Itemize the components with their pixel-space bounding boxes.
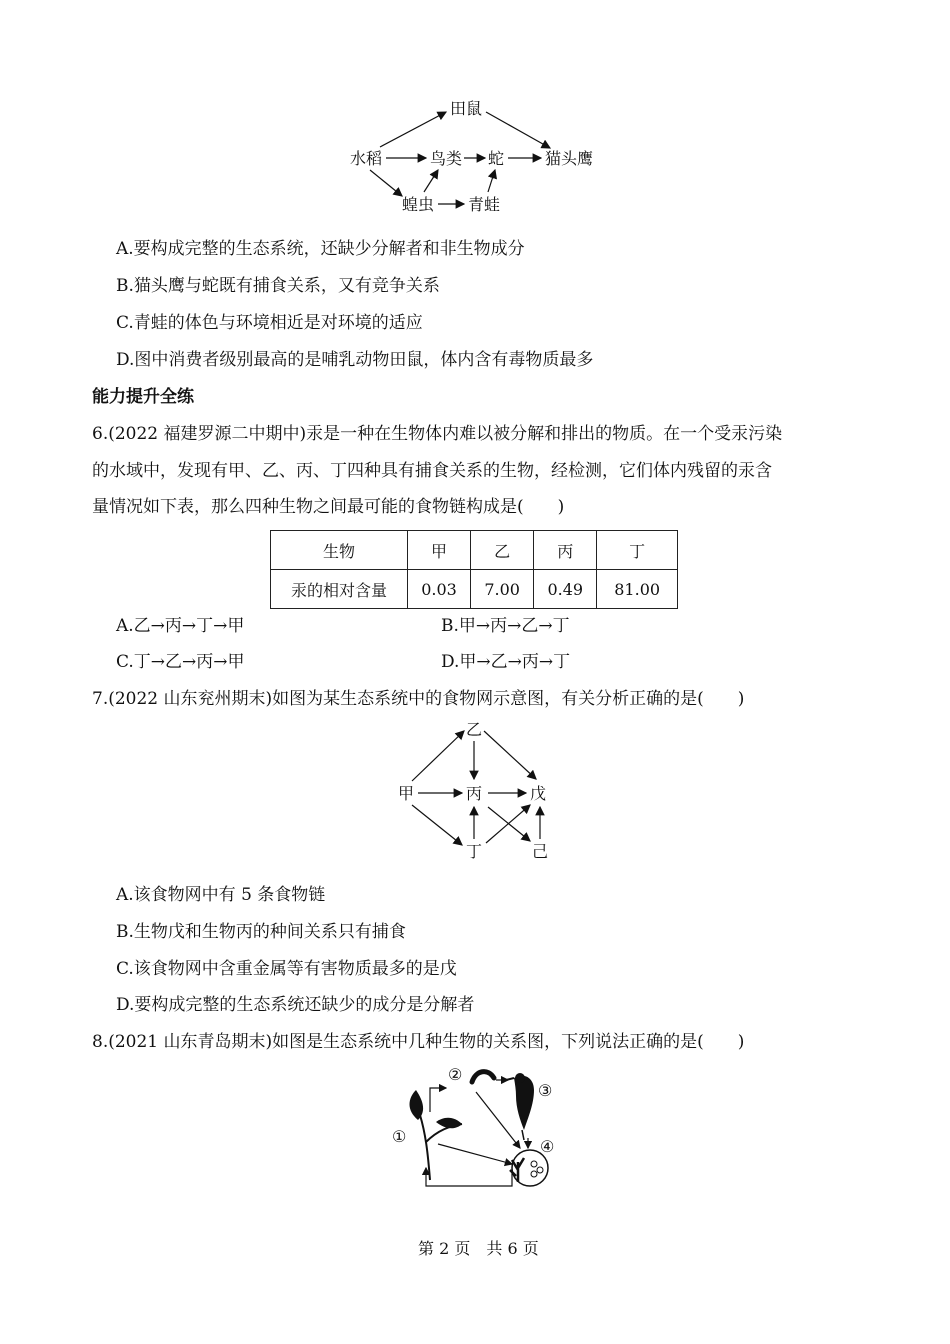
arrow-locust-birds bbox=[424, 170, 438, 192]
ecosystem-relationship-diagram bbox=[388, 1060, 568, 1195]
table-header-jia: 甲 bbox=[408, 531, 471, 570]
table-cell-yi: 7.00 bbox=[471, 570, 534, 609]
table-header-yi: 乙 bbox=[471, 531, 534, 570]
page-footer: 第 2 页 共 6 页 bbox=[418, 1239, 539, 1258]
table-cell-bing: 0.49 bbox=[534, 570, 597, 609]
food-web-diagram-1 bbox=[340, 92, 620, 222]
caterpillar-icon bbox=[472, 1072, 494, 1082]
q7-option-c: C.该食物网中含重金属等有害物质最多的是戊 bbox=[116, 959, 457, 979]
mercury-table bbox=[270, 530, 678, 609]
section-title: 能力提升全练 bbox=[92, 387, 194, 407]
q5-option-a: A.要构成完整的生态系统，还缺少分解者和非生物成分 bbox=[116, 239, 525, 259]
q7-option-b: B.生物戊和生物丙的种间关系只有捕食 bbox=[116, 922, 406, 942]
table-header-organism: 生物 bbox=[271, 531, 408, 570]
label-two: ② bbox=[448, 1065, 463, 1084]
table-row-label: 汞的相对含量 bbox=[271, 570, 408, 609]
arrow-caterpillar-decomposer bbox=[476, 1092, 520, 1148]
table-cell-jia: 0.03 bbox=[408, 570, 471, 609]
label-four: ④ bbox=[540, 1137, 555, 1156]
plant-icon bbox=[410, 1090, 463, 1180]
arrow-frog-snake bbox=[488, 170, 495, 192]
label-one: ① bbox=[392, 1127, 407, 1146]
node-frog: 青蛙 bbox=[468, 195, 501, 214]
arrow-mouse-owl bbox=[486, 112, 550, 148]
node-locust: 蝗虫 bbox=[402, 195, 435, 214]
food-web-diagram-2 bbox=[390, 715, 570, 865]
table-header-ding: 丁 bbox=[597, 531, 678, 570]
q5-option-d: D.图中消费者级别最高的是哺乳动物田鼠，体内含有毒物质最多 bbox=[116, 350, 594, 370]
q6-stem-line-2: 的水域中，发现有甲、乙、丙、丁四种具有捕食关系的生物，经检测，它们体内残留的汞含 bbox=[92, 461, 772, 481]
table-row bbox=[271, 570, 678, 609]
arrow-plant-decomposer bbox=[438, 1144, 512, 1164]
q7-stem: 7.(2022 山东兖州期末)如图为某生态系统中的食物网示意图，有关分析正确的是( ) bbox=[92, 689, 745, 709]
node-birds: 鸟类 bbox=[430, 149, 463, 168]
q7-option-a: A.该食物网中有 5 条食物链 bbox=[116, 885, 326, 905]
q6-option-c: C.丁→乙→丙→甲 bbox=[116, 652, 245, 672]
node-field-mouse: 田鼠 bbox=[450, 99, 483, 118]
arrow-rice-mouse bbox=[380, 112, 446, 147]
node-ding: 丁 bbox=[466, 842, 483, 861]
table-row bbox=[271, 531, 678, 570]
node-yi: 乙 bbox=[466, 720, 483, 739]
node-rice: 水稻 bbox=[350, 149, 383, 168]
q6-option-d: D.甲→乙→丙→丁 bbox=[441, 652, 571, 672]
q5-option-c: C.青蛙的体色与环境相近是对环境的适应 bbox=[116, 313, 423, 333]
q7-option-d: D.要构成完整的生态系统还缺少的成分是分解者 bbox=[116, 995, 475, 1015]
node-jia: 甲 bbox=[398, 784, 415, 803]
arrow-yi-wu bbox=[484, 731, 536, 779]
q8-stem: 8.(2021 山东青岛期末)如图是生态系统中几种生物的关系图，下列说法正确的是( ) bbox=[92, 1032, 745, 1052]
q5-option-b: B.猫头鹰与蛇既有捕食关系，又有竞争关系 bbox=[116, 276, 440, 296]
label-three: ③ bbox=[538, 1081, 553, 1100]
arrow-jia-ding bbox=[412, 805, 462, 845]
table-cell-ding: 81.00 bbox=[597, 570, 678, 609]
q6-option-b: B.甲→丙→乙→丁 bbox=[441, 616, 570, 636]
q6-option-a: A.乙→丙→丁→甲 bbox=[116, 616, 245, 636]
table-header-bing: 丙 bbox=[534, 531, 597, 570]
node-snake: 蛇 bbox=[488, 149, 505, 168]
node-bing: 丙 bbox=[466, 784, 483, 803]
arrow-plant-caterpillar bbox=[430, 1088, 446, 1112]
node-ji: 己 bbox=[532, 842, 549, 861]
q6-stem-line-3: 量情况如下表，那么四种生物之间最可能的食物链构成是( ) bbox=[92, 497, 565, 517]
arrow-rice-locust bbox=[370, 170, 402, 196]
node-owl: 猫头鹰 bbox=[545, 149, 594, 168]
arrow-decomposer-plant bbox=[426, 1168, 512, 1186]
arrow-jia-yi bbox=[412, 731, 464, 781]
node-wu: 戊 bbox=[530, 784, 547, 803]
q6-stem-line-1: 6.(2022 福建罗源二中期中)汞是一种在生物体内难以被分解和排出的物质。在一个受汞污染 bbox=[92, 424, 783, 444]
bird-icon bbox=[506, 1073, 534, 1140]
